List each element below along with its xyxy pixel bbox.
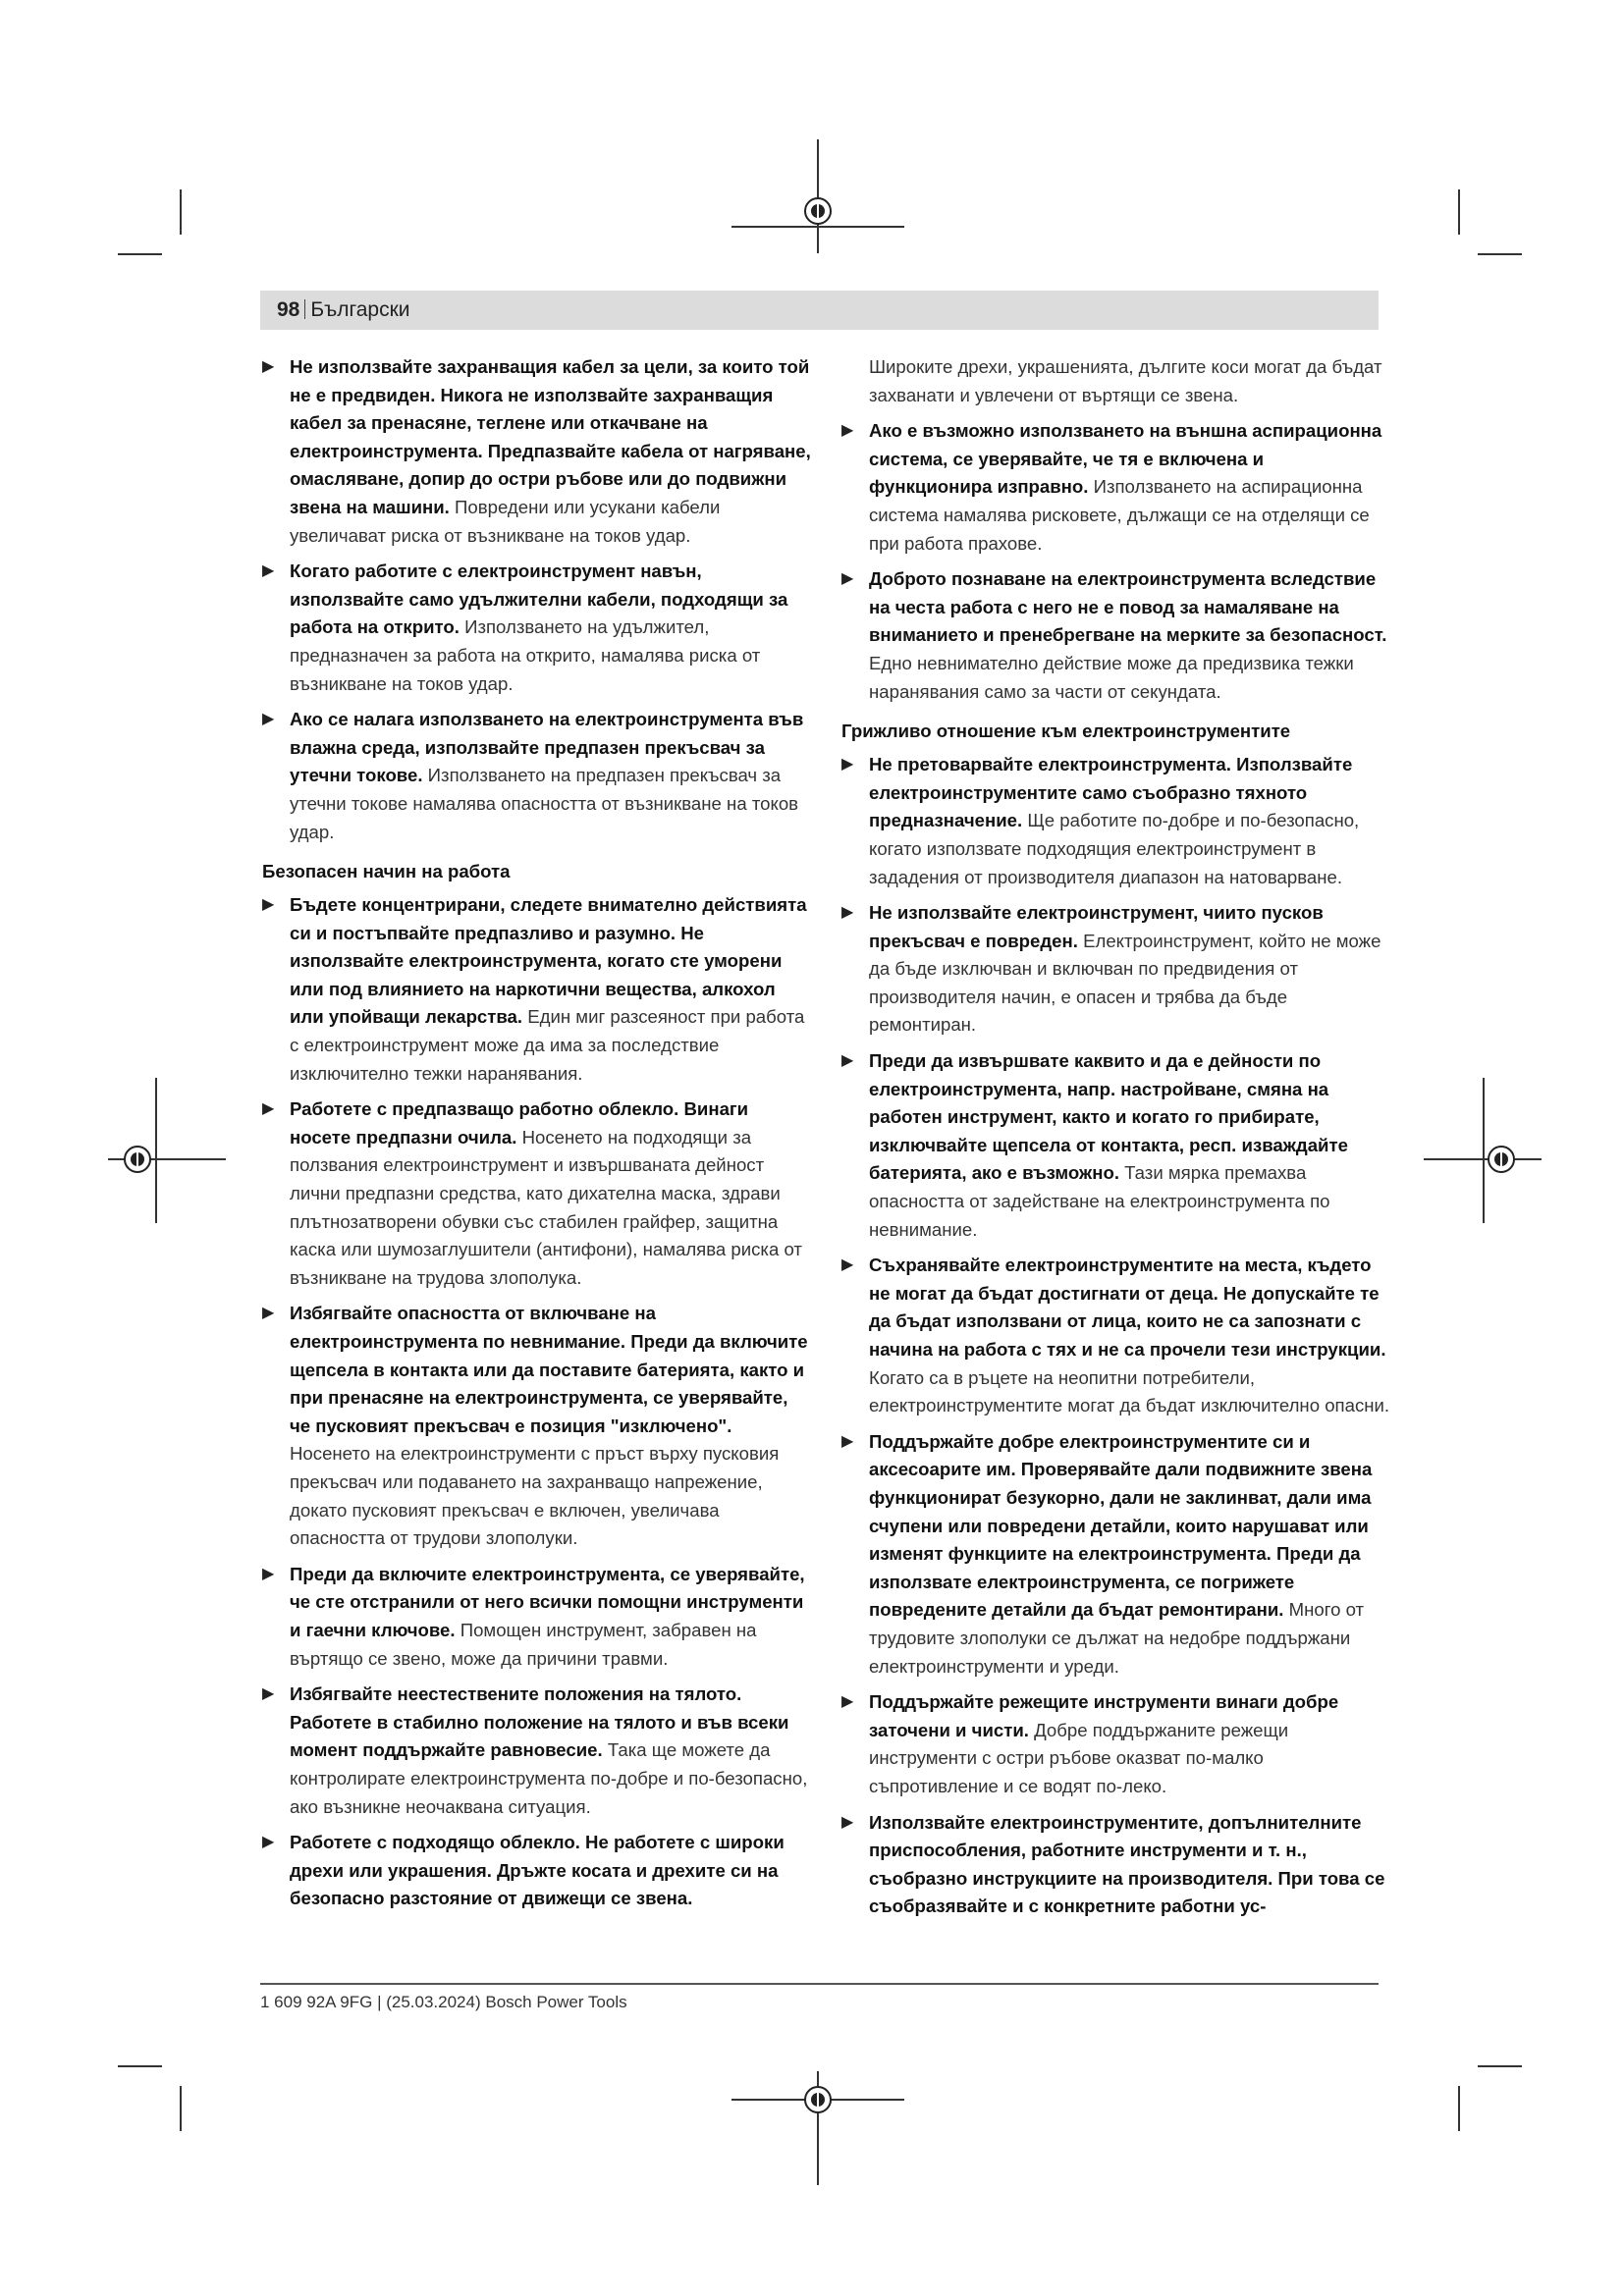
safety-instruction — [841, 1809, 1391, 1921]
bullet-triangle-icon: ▶ — [841, 422, 854, 440]
registration-mark-bottom — [804, 2086, 832, 2113]
instruction-explanation-text: Повредени или усукани кабели увеличават риска от възникване на токов удар. — [290, 496, 721, 546]
bullet-triangle-icon: ▶ — [841, 756, 854, 774]
instruction-explanation-text: Използването на удължител, предназначен за работа на открито, намалява риска от възникване на токов удар. — [290, 616, 761, 694]
instruction-bold-text: Не претоварвайте електроинструмента. Използвайте електроинструментите само съобразно тяхното предназначение. — [869, 754, 1353, 831]
safety-instruction — [841, 899, 1391, 1040]
left-column — [262, 353, 812, 1921]
header-separator — [304, 299, 305, 319]
safety-instruction — [262, 1681, 812, 1821]
registration-line-right-v — [1483, 1078, 1485, 1223]
bullet-triangle-icon: ▶ — [841, 570, 854, 588]
instruction-explanation-text: Когато са в ръцете на неопитни потребители, електроинструментите могат да бъдат изключително опасни. — [869, 1366, 1390, 1416]
crop-mark-top-left-v — [180, 189, 182, 235]
instruction-bold-text: Използвайте електроинструментите, допълнителните приспособления, работните инструменти и т. н., съобразно инструкциите на производителя. При това се съобразявайте и с конкретните работни ус- — [869, 1811, 1385, 1917]
bullet-triangle-icon: ▶ — [262, 1685, 275, 1703]
registration-line-top-h — [731, 226, 904, 228]
crop-mark-bottom-right-v — [1458, 2086, 1460, 2131]
crop-mark-top-right-v — [1458, 189, 1460, 235]
instruction-bold-text: Избягвайте неестествените положения на тялото. Работете в стабилно положение на тялото и във всеки момент поддържайте равновесие. — [290, 1683, 789, 1761]
instruction-explanation-text: Така ще можете да контролирате електроинструмента по-добре и по-безопасно, ако възникне неочаквана ситуация. — [290, 1739, 808, 1817]
safety-instruction — [841, 1047, 1391, 1244]
bullet-triangle-icon: ▶ — [262, 1834, 275, 1851]
instruction-bold-text: Ако се налага използването на електроинструмента във влажна среда, използвайте предпазен прекъсвач за утечни токове. — [290, 709, 804, 786]
safety-instruction — [841, 1252, 1391, 1420]
crop-mark-top-left-h — [118, 253, 162, 255]
bullet-triangle-icon: ▶ — [262, 358, 275, 375]
instruction-explanation-text: Широките дрехи, украшенията, дългите коси могат да бъдат захванати и увлечени от въртящи се звена. — [869, 356, 1382, 405]
safety-instruction — [841, 417, 1391, 558]
page-number: 98 — [277, 298, 300, 321]
instruction-bold-text: Не използвайте електроинструмент, чиито пусков прекъсвач е повреден. — [869, 902, 1324, 951]
bullet-triangle-icon: ▶ — [841, 1813, 854, 1831]
instruction-bold-text: Доброто познаване на електроинструмента вследствие на честа работа с него не е повод за намаляване на вниманието и пренебрегване на мерките за безопасност. — [869, 568, 1387, 646]
crop-mark-bottom-left-h — [118, 2065, 162, 2067]
bullet-triangle-icon: ▶ — [262, 896, 275, 914]
instruction-explanation-text: Тази мярка премахва опасността от задействане на електроинструмента по невнимание. — [869, 1162, 1330, 1240]
bullet-triangle-icon: ▶ — [262, 562, 275, 580]
registration-mark-right — [1488, 1146, 1515, 1173]
registration-mark-top — [804, 197, 832, 225]
crop-mark-bottom-right-h — [1478, 2065, 1522, 2067]
instruction-explanation-text: Носенето на подходящи за ползвания електроинструмент и извършваната дейност лични предпазни средства, като дихателна маска, здрави плътнозатворени обувки със стабилен грайфер, защитна каска или шумозаглушители (антифони), намалява риска от възникване на трудова злополука. — [290, 1126, 802, 1288]
page-footer: 1 609 92A 9FG | (25.03.2024) Bosch Power Tools — [260, 1993, 627, 2011]
instruction-explanation-text: Електроинструмент, който не може да бъде изключван и включван по предвидения от производителя начин, е опасен и трябва да бъде ремонтиран. — [869, 930, 1381, 1036]
instruction-explanation-text: Едно невнимателно действие може да предизвика тежки наранявания само за части от секундата. — [869, 652, 1354, 702]
registration-line-right-h — [1424, 1158, 1542, 1160]
instruction-bold-text: Преди да включите електроинструмента, се уверявайте, че сте отстранили от него всички помощни инструменти и гаечни ключове. — [290, 1563, 805, 1640]
bullet-triangle-icon: ▶ — [841, 1052, 854, 1070]
section-heading: Грижливо отношение към електроинструментите — [841, 721, 1291, 742]
bullet-triangle-icon: ▶ — [262, 1305, 275, 1322]
section-heading: Безопасен начин на работа — [262, 861, 511, 882]
bullet-triangle-icon: ▶ — [262, 1565, 275, 1582]
crop-mark-bottom-left-v — [180, 2086, 182, 2131]
instruction-explanation-text: Използването на аспирационна система намалява рисковете, дължащи се на отделящи се при работа прахове. — [869, 476, 1370, 554]
safety-instruction — [262, 558, 812, 698]
registration-line-top-v — [817, 139, 819, 253]
instruction-bold-text: Съхранявайте електроинструментите на места, където не могат да бъдат достигнати от деца. Не допускайте те да бъдат използвани от лица, които не са запознати с начина на работа с тях и не са прочели тези инструкции. — [869, 1255, 1386, 1360]
instruction-explanation-text: Добре поддържаните режещи инструменти с остри ръбове оказват по-малко съпротивление и се водят по-леко. — [869, 1719, 1289, 1796]
safety-instruction — [841, 751, 1391, 891]
instruction-explanation-text: Много от трудовите злополуки се дължат на недобре поддържани електроинструменти и уреди. — [869, 1599, 1365, 1677]
instruction-explanation-text: Един миг разсеяност при работа с електроинструмент може да има за последствие изключително тежки наранявания. — [290, 1006, 805, 1084]
right-column — [841, 353, 1391, 1929]
instruction-bold-text: Работете с предпазващо работно облекло. Винаги носете предпазни очила. — [290, 1098, 749, 1148]
instruction-explanation-text: Ще работите по-добре и по-безопасно, когато използвате подходящия електроинструмент в зададения от производителя диапазон на натоварване. — [869, 810, 1360, 887]
page-header — [277, 296, 410, 324]
instruction-explanation-text: Носенето на електроинструменти с пръст върху пусковия прекъсвач или подаването на захранващо напрежение, докато пусковият прекъсвач е включен, увеличава опасността от трудови злополуки. — [290, 1443, 780, 1549]
header-language: Български — [310, 298, 410, 321]
footer-divider — [260, 1983, 1379, 1985]
safety-instruction — [262, 1300, 812, 1552]
bullet-triangle-icon: ▶ — [262, 711, 275, 728]
instruction-explanation-text: Използването на предпазен прекъсвач за утечни токове намалява опасността от възникване на токов удар. — [290, 765, 799, 842]
safety-instruction — [841, 1688, 1391, 1800]
instruction-bold-text: Избягвайте опасността от включване на електроинструмента по невнимание. Преди да включите щепсела в контакта или да поставите батерията, както и при пренасяне на електроинструмента, се уверявайте, че пусковият прекъсвач е позиция "изключено". — [290, 1303, 808, 1436]
safety-instruction — [841, 565, 1391, 706]
safety-instruction — [262, 1829, 812, 1913]
page-header-bar — [260, 291, 1379, 330]
instruction-bold-text: Преди да извършвате каквито и да е дейности по електроинструмента, напр. настройване, смяна на работен инструмент, както и когато го прибирате, изключвайте щепсела от контакта, респ. изваждайте батерията, ако е възможно. — [869, 1050, 1348, 1184]
safety-instruction — [841, 353, 1391, 409]
instruction-bold-text: Поддържайте режещите инструменти винаги добре заточени и чисти. — [869, 1691, 1339, 1740]
safety-instruction — [262, 891, 812, 1088]
instruction-bold-text: Бъдете концентрирани, следете внимателно действията си и постъпвайте предпазливо и разумно. Не използвайте електроинструмента, когато сте уморени или под влиянието на наркотични вещества, алкохол или упойващи лекарства. — [290, 894, 807, 1028]
safety-instruction — [262, 1561, 812, 1673]
bullet-triangle-icon: ▶ — [841, 1432, 854, 1450]
bullet-triangle-icon: ▶ — [841, 1256, 854, 1274]
safety-instruction — [262, 1095, 812, 1292]
safety-instruction — [262, 706, 812, 846]
instruction-bold-text: Работете с подходящо облекло. Не работете с широки дрехи или украшения. Дръжте косата и дрехите си на безопасно разстояние от движещи се звена. — [290, 1832, 785, 1909]
safety-instruction — [262, 353, 812, 550]
instruction-bold-text: Когато работите с електроинструмент навън, използвайте само удължителни кабели, подходящи за работа на открито. — [290, 561, 788, 638]
instruction-bold-text: Поддържайте добре електроинструментите си и аксесоарите им. Проверявайте дали подвижните звена функционират безукорно, дали не заклинват, дали има счупени или повредени детайли, които нарушават или изменят функциите на електроинструмента. Преди да използвате електроинструмента, се погрижете повредените детайли да бъдат ремонтирани. — [869, 1430, 1373, 1621]
instruction-bold-text: Ако е възможно използването на външна аспирационна система, се уверявайте, че тя е включена и функционира изправно. — [869, 420, 1382, 498]
instruction-bold-text: Не използвайте захранващия кабел за цели, за които той не е предвиден. Никога не използвайте захранващия кабел за пренасяне, теглене или откачване на електроинструмента. Предпазвайте кабела от нагряване, омасляване, допир до остри ръбове или до подвижни звена на машини. — [290, 356, 811, 517]
registration-mark-left — [124, 1146, 151, 1173]
instruction-explanation-text: Помощен инструмент, забравен на въртящо се звено, може да причини травми. — [290, 1619, 757, 1669]
registration-line-left-v — [155, 1078, 157, 1223]
bullet-triangle-icon: ▶ — [841, 1693, 854, 1711]
bullet-triangle-icon: ▶ — [262, 1100, 275, 1118]
bullet-triangle-icon: ▶ — [841, 904, 854, 922]
crop-mark-top-right-h — [1478, 253, 1522, 255]
safety-instruction — [841, 1428, 1391, 1681]
